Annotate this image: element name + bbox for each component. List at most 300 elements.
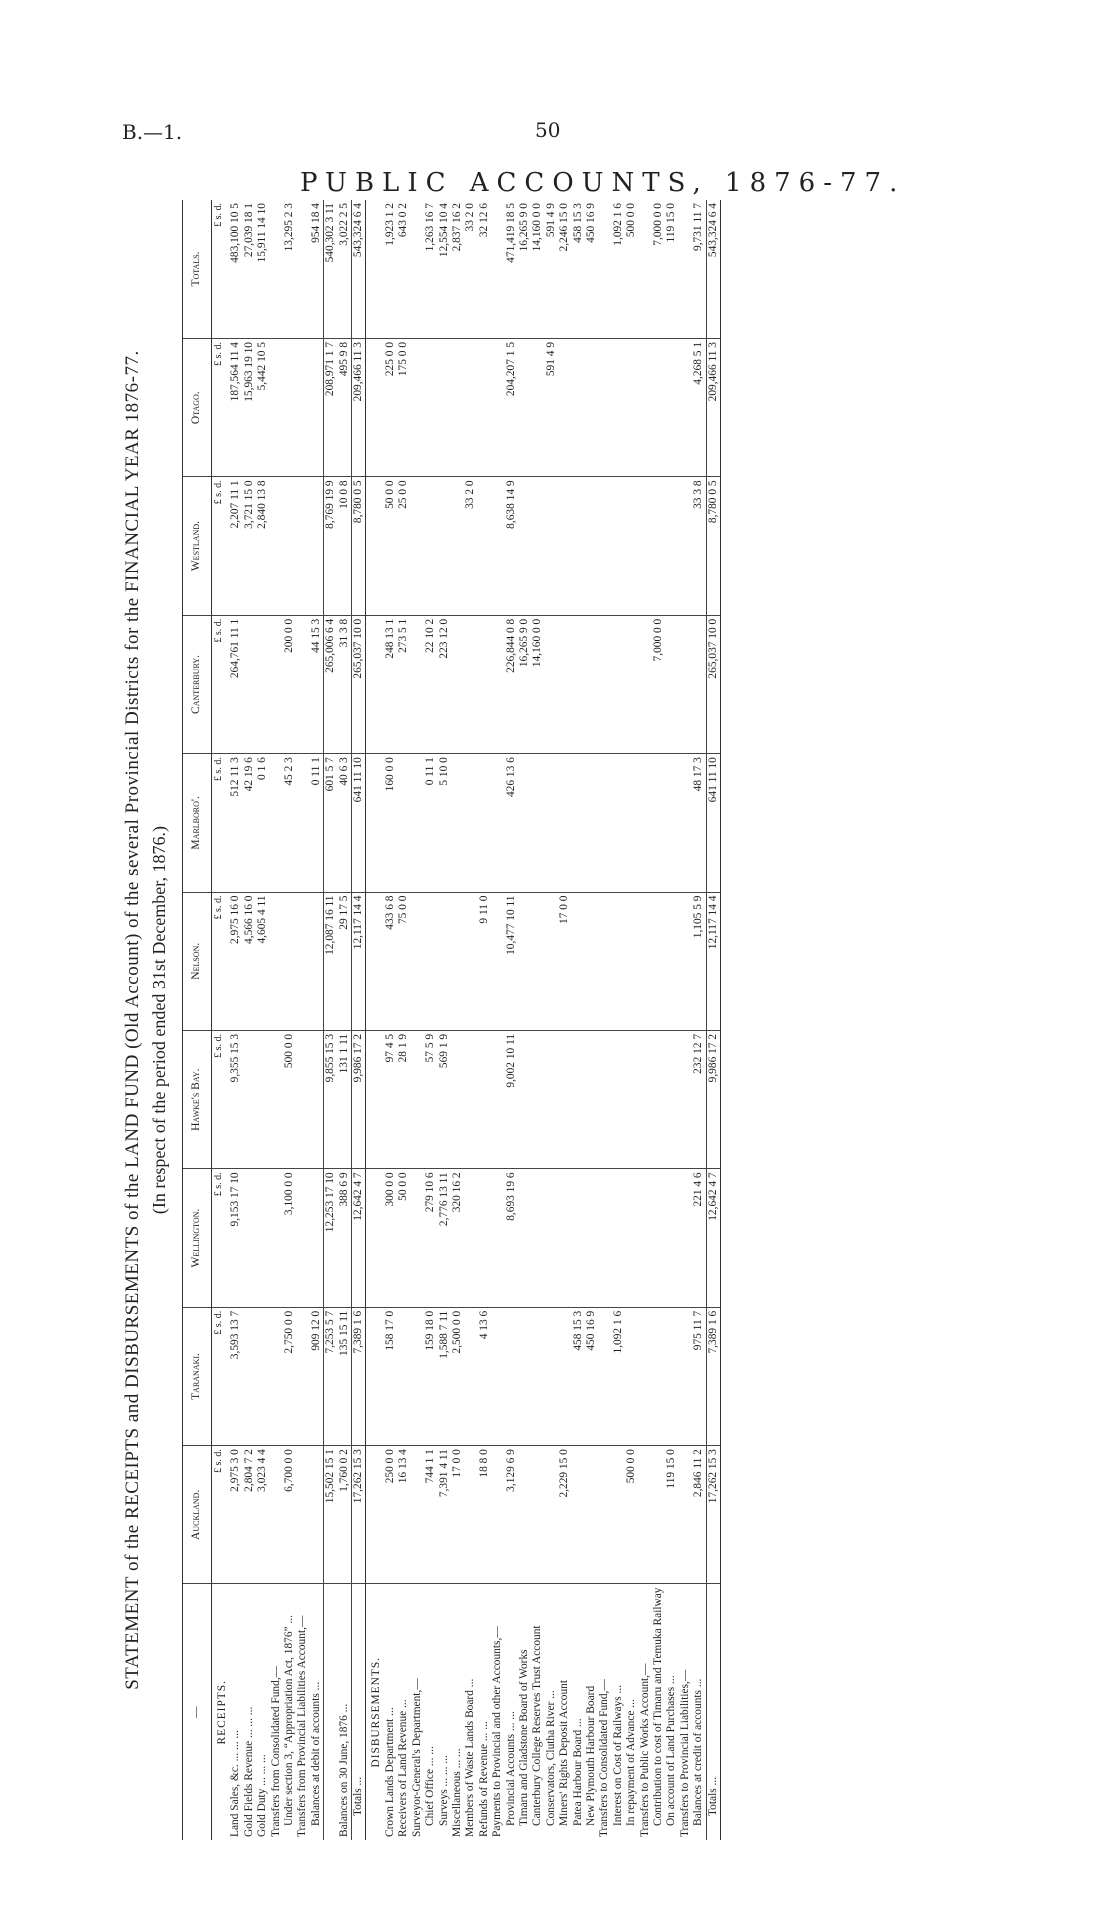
amount-cell: 31 3 8 [338,615,352,753]
amount-cell: 0 1 6 [256,754,269,892]
amount-cell: 265,037 10 0 [352,615,366,753]
amount-cell: 500 0 0 [283,1030,296,1168]
amount-cell: 495 9 8 [338,338,352,476]
amount-cell [679,754,692,892]
receipts-heading-row [212,200,230,1840]
amount-cell [598,615,611,753]
amount-cell [243,1030,256,1168]
amount-cell [679,615,692,753]
amount-cell: 2,804 7 2 [243,1446,256,1584]
amount-cell [518,338,531,476]
amount-cell [612,477,625,615]
amount-cell [639,615,652,753]
row-label: Miners' Rights Deposit Account [558,1679,571,1826]
currency-sign: £ s. d. [212,892,230,1030]
row-label: Totals ... [706,1584,720,1840]
amount-cell [491,615,504,753]
amount-cell: 221 4 6 [692,1169,706,1307]
amount-cell: 131 1 11 [338,1030,352,1168]
row-label: Balances at credit of accounts ... [692,1678,705,1826]
currency-sign: £ s. d. [212,1030,230,1168]
amount-cell [558,338,571,476]
amount-cell: 32 12 6 [478,200,491,338]
amount-cell [585,1169,598,1307]
amount-cell [558,477,571,615]
amount-cell [612,1030,625,1168]
amount-cell [572,1446,585,1584]
amount-cell [438,477,451,615]
amount-cell: 50 0 0 [397,1169,410,1307]
amount-cell [679,1030,692,1168]
amount-cell: 641 11 10 [706,754,720,892]
row-label: Transfers to Provincial Liabilities,— [678,1669,691,1837]
amount-cell [692,615,706,753]
amount-cell: 18 8 0 [478,1446,491,1584]
amount-cell [518,1169,531,1307]
amount-cell [296,1307,309,1445]
amount-cell: 388 6 9 [338,1169,352,1307]
amount-cell: 2,750 0 0 [283,1307,296,1445]
disbursements-totals-row [706,200,720,1840]
amount-cell: 29 17 5 [338,892,352,1030]
row-label: Members of Waste Lands Board ... [464,1678,477,1837]
amount-cell: 4,605 4 11 [256,892,269,1030]
amount-cell [665,754,678,892]
currency-sign: £ s. d. [212,1169,230,1307]
amount-cell: 458 15 3 [572,200,585,338]
amount-cell: 48 17 3 [692,754,706,892]
amount-cell [491,1169,504,1307]
row-label: Gold Duty ... ... ... [256,1754,269,1837]
amount-cell [545,477,558,615]
amount-cell [438,892,451,1030]
disbursement-row [679,200,692,1840]
currency-sign [366,200,384,338]
amount-cell [270,754,283,892]
receipt-row [296,200,309,1840]
amount-cell [283,338,296,476]
amount-cell [478,338,491,476]
amount-cell [652,1307,665,1445]
amount-cell [665,1030,678,1168]
amount-cell: 27,039 18 1 [243,200,256,338]
amount-cell: 119 15 0 [665,200,678,338]
row-label: Miscellaneous ... ... [450,1748,463,1837]
amount-cell [270,200,283,338]
amount-cell: 160 0 0 [384,754,397,892]
amount-cell: 175 0 0 [397,338,410,476]
amount-cell: 569 1 9 [438,1030,451,1168]
amount-cell [652,1169,665,1307]
amount-cell [612,1169,625,1307]
amount-cell [283,477,296,615]
amount-cell [585,338,598,476]
amount-cell: 158 17 0 [384,1307,397,1445]
label-column-header: — [183,1584,212,1840]
amount-cell: 15,911 14 10 [256,200,269,338]
row-label: Surveyor-General's Department,— [410,1678,423,1837]
amount-cell: 2,500 0 0 [451,1307,464,1445]
amount-cell [451,477,464,615]
column-header-marlboro: Marlboro'. [183,754,212,892]
currency-sign: £ s. d. [212,1307,230,1445]
amount-cell [464,1169,477,1307]
amount-cell [652,754,665,892]
amount-cell: 7,000 0 0 [652,615,665,753]
column-header-row [183,200,212,1840]
amount-cell: 4,268 5 1 [692,338,706,476]
amount-cell [296,892,309,1030]
amount-cell: 204,207 1 5 [505,338,518,476]
amount-cell [505,1307,518,1445]
amount-cell [598,477,611,615]
land-fund-table [182,200,721,1840]
amount-cell [531,1446,544,1584]
disbursement-row [612,200,625,1840]
amount-cell [625,615,638,753]
amount-cell: 12,253 17 10 [324,1169,338,1307]
amount-cell: 426 13 6 [505,754,518,892]
amount-cell [625,1307,638,1445]
row-label: Receivers of Land Revenue ... [397,1699,410,1837]
amount-cell [270,1307,283,1445]
amount-cell [585,1030,598,1168]
amount-cell [572,754,585,892]
amount-cell: 16,265 9 0 [518,615,531,753]
amount-cell: 744 1 1 [424,1446,437,1584]
amount-cell: 4 13 6 [478,1307,491,1445]
amount-cell [612,1446,625,1584]
disbursement-row [585,200,598,1840]
row-label: Transfers to Public Works Account,— [638,1663,651,1837]
amount-cell [665,477,678,615]
currency-sign [366,338,384,476]
amount-cell [665,338,678,476]
amount-cell [296,754,309,892]
amount-cell [270,338,283,476]
amount-cell [464,615,477,753]
balances-row [338,200,352,1840]
disbursement-row [545,200,558,1840]
amount-cell: 1,263 16 7 [424,200,437,338]
amount-cell [310,1030,324,1168]
amount-cell [558,1169,571,1307]
amount-cell: 223 12 0 [438,615,451,753]
receipt-row [310,200,324,1840]
currency-sign: £ s. d. [212,338,230,476]
currency-sign [366,615,384,753]
amount-cell [491,1307,504,1445]
row-label: Chief Office ... ... [424,1746,437,1826]
amount-cell: 643 0 2 [397,200,410,338]
amount-cell: 601 5 7 [324,754,338,892]
amount-cell [612,892,625,1030]
amount-cell [256,1307,269,1445]
amount-cell [518,892,531,1030]
amount-cell: 264,761 11 1 [229,615,242,753]
amount-cell [572,338,585,476]
amount-cell [531,892,544,1030]
amount-cell [531,477,544,615]
amount-cell: 75 0 0 [397,892,410,1030]
currency-sign [366,892,384,1030]
amount-cell [310,1446,324,1584]
amount-cell: 1,105 5 9 [692,892,706,1030]
amount-cell [464,892,477,1030]
amount-cell: 5,442 10 5 [256,338,269,476]
page-number: 50 [535,118,561,142]
amount-cell: 2,975 3 0 [229,1446,242,1584]
amount-cell: 226,844 0 8 [505,615,518,753]
amount-cell [612,615,625,753]
amount-cell [639,200,652,338]
amount-cell: 471,419 18 5 [505,200,518,338]
row-label: Crown Lands Department ... [383,1707,396,1837]
receipts-totals-row [352,200,366,1840]
amount-cell: 232 12 7 [692,1030,706,1168]
amount-cell: 7,253 5 7 [324,1307,338,1445]
amount-cell [639,1030,652,1168]
amount-cell: 543,324 6 4 [706,200,720,338]
amount-cell [518,1307,531,1445]
amount-cell: 909 12 0 [310,1307,324,1445]
disbursement-row [639,200,652,1840]
amount-cell [572,1030,585,1168]
amount-cell: 4,566 16 0 [243,892,256,1030]
amount-cell: 8,638 14 9 [505,477,518,615]
amount-cell: 97 4 5 [384,1030,397,1168]
amount-cell [585,477,598,615]
amount-cell [464,1446,477,1584]
amount-cell [679,338,692,476]
amount-cell [531,754,544,892]
amount-cell [310,477,324,615]
amount-cell: 208,971 1 7 [324,338,338,476]
amount-cell: 10,477 10 11 [505,892,518,1030]
amount-cell [665,892,678,1030]
currency-sign [366,1169,384,1307]
amount-cell [625,1030,638,1168]
amount-cell: 16 13 4 [397,1446,410,1584]
amount-cell: 9,855 15 3 [324,1030,338,1168]
amount-cell: 1,760 0 2 [338,1446,352,1584]
amount-cell: 248 13 1 [384,615,397,753]
amount-cell [464,338,477,476]
statement-subtitle: (In respect of the period ended 31st December, 1876.) [149,825,169,1215]
amount-cell: 7,391 4 11 [438,1446,451,1584]
amount-cell: 33 2 0 [464,200,477,338]
disbursement-row [598,200,611,1840]
amount-cell: 200 0 0 [283,615,296,753]
amount-cell [270,1169,283,1307]
amount-cell: 1,092 1 6 [612,200,625,338]
column-header-wellington: Wellington. [183,1169,212,1307]
amount-cell [679,1446,692,1584]
amount-cell: 512 11 3 [229,754,242,892]
row-label: Gold Fields Revenue ... ... ... [242,1706,255,1837]
amount-cell: 2,207 11 1 [229,477,242,615]
amount-cell: 15,963 19 10 [243,338,256,476]
amount-cell [679,1307,692,1445]
amount-cell: 2,246 15 0 [558,200,571,338]
amount-cell [296,1169,309,1307]
amount-cell [665,1169,678,1307]
column-header-taranaki: Taranaki. [183,1307,212,1445]
amount-cell: 0 11 1 [424,754,437,892]
rotated-statement [120,200,980,1840]
amount-cell: 17 0 0 [558,892,571,1030]
amount-cell [397,754,410,892]
amount-cell: 3,022 2 5 [338,200,352,338]
disbursements-heading: DISBURSEMENTS. [370,1656,383,1768]
amount-cell: 22 10 2 [424,615,437,753]
amount-cell [572,615,585,753]
row-label: Timaru and Gladstone Board of Works [517,1649,530,1826]
row-label: Interest on Cost of Railways ... [611,1684,624,1826]
amount-cell [451,754,464,892]
amount-cell: 500 0 0 [625,200,638,338]
amount-cell [639,892,652,1030]
amount-cell [598,1169,611,1307]
amount-cell: 0 11 1 [310,754,324,892]
amount-cell [572,1169,585,1307]
amount-cell [424,338,437,476]
disbursement-row [411,200,424,1840]
amount-cell [491,1030,504,1168]
disbursement-row [424,200,437,1840]
amount-cell: 3,100 0 0 [283,1169,296,1307]
amount-cell [256,615,269,753]
amount-cell: 16,265 9 0 [518,200,531,338]
disbursement-row [625,200,638,1840]
amount-cell [625,477,638,615]
receipt-row [270,200,283,1840]
amount-cell: 12,087 16 11 [324,892,338,1030]
amount-cell [518,1446,531,1584]
amount-cell: 17,262 15 3 [352,1446,366,1584]
amount-cell: 17 0 0 [451,1446,464,1584]
amount-cell [310,338,324,476]
row-label: Surveys ... ... ... [437,1755,450,1826]
amount-cell [411,1446,424,1584]
amount-cell [625,1169,638,1307]
amount-cell: 500 0 0 [625,1446,638,1584]
amount-cell [558,1307,571,1445]
statement-title: STATEMENT of the RECEIPTS and DISBURSEMENTS of the LAND FUND (Old Account) of the several Provincial Districts for the FINANCIAL YEAR 1876-77. [122,350,143,1690]
currency-sign: £ s. d. [212,200,230,338]
amount-cell [518,1030,531,1168]
amount-cell: 320 16 2 [451,1169,464,1307]
amount-cell [545,892,558,1030]
row-label: Balances on 30 June, 1876 ... [337,1703,350,1837]
amount-cell: 2,840 13 8 [256,477,269,615]
amount-cell [639,754,652,892]
row-label [324,1584,338,1840]
amount-cell [598,1030,611,1168]
amount-cell [243,1169,256,1307]
amount-cell [256,1030,269,1168]
column-header-otago: Otago. [183,338,212,476]
amount-cell: 8,780 0 5 [352,477,366,615]
row-label: New Plymouth Harbour Board [584,1685,597,1826]
amount-cell [585,892,598,1030]
amount-cell [270,1446,283,1584]
amount-cell [598,892,611,1030]
disbursement-row [558,200,571,1840]
amount-cell: 12,554 10 4 [438,200,451,338]
amount-cell: 187,564 11 4 [229,338,242,476]
amount-cell [558,615,571,753]
amount-cell [652,892,665,1030]
amount-cell [411,1030,424,1168]
amount-cell [451,1030,464,1168]
amount-cell: 12,642 4 7 [706,1169,720,1307]
amount-cell [585,754,598,892]
amount-cell: 433 6 8 [384,892,397,1030]
row-label: Transfers to Consolidated Fund,— [598,1679,611,1837]
amount-cell [518,477,531,615]
amount-cell: 641 11 10 [352,754,366,892]
amount-cell: 250 0 0 [384,1446,397,1584]
disbursements-heading-row [366,200,384,1840]
amount-cell: 8,780 0 5 [706,477,720,615]
disbursement-row [692,200,706,1840]
amount-cell [243,615,256,753]
amount-cell [531,1307,544,1445]
row-label: Under section 3, “Appropriation Act, 1876” ... [283,1615,296,1826]
amount-cell [256,1169,269,1307]
amount-cell: 458 15 3 [572,1307,585,1445]
amount-cell [491,754,504,892]
amount-cell [679,892,692,1030]
amount-cell: 9,355 15 3 [229,1030,242,1168]
amount-cell: 57 5 9 [424,1030,437,1168]
row-label: Contribution to cost of Timaru and Temuka Railway [652,1587,664,1826]
disbursement-row [451,200,464,1840]
amount-cell [679,477,692,615]
amount-cell: 12,642 4 7 [352,1169,366,1307]
amount-cell [451,615,464,753]
amount-cell [558,1030,571,1168]
amount-cell: 1,588 7 11 [438,1307,451,1445]
column-header-westland: Westland. [183,477,212,615]
amount-cell [612,338,625,476]
column-header-nelson: Nelson. [183,892,212,1030]
currency-sign [366,754,384,892]
amount-cell: 9,731 11 7 [692,200,706,338]
amount-cell: 591 4 9 [545,338,558,476]
amount-cell: 265,006 6 4 [324,615,338,753]
disbursement-row [531,200,544,1840]
amount-cell [464,1030,477,1168]
amount-cell [491,477,504,615]
amount-cell [652,338,665,476]
amount-cell: 591 4 9 [545,200,558,338]
amount-cell [296,200,309,338]
amount-cell [639,1169,652,1307]
currency-sign: £ s. d. [212,754,230,892]
amount-cell [625,892,638,1030]
disbursement-row [438,200,451,1840]
amount-cell [411,338,424,476]
row-label: Transfers from Provincial Liabilities Account,— [296,1615,309,1837]
amount-cell: 50 0 0 [384,477,397,615]
amount-cell: 8,693 19 6 [505,1169,518,1307]
amount-cell [652,1446,665,1584]
amount-cell [411,892,424,1030]
amount-cell: 33 2 0 [464,477,477,615]
amount-cell [652,1030,665,1168]
